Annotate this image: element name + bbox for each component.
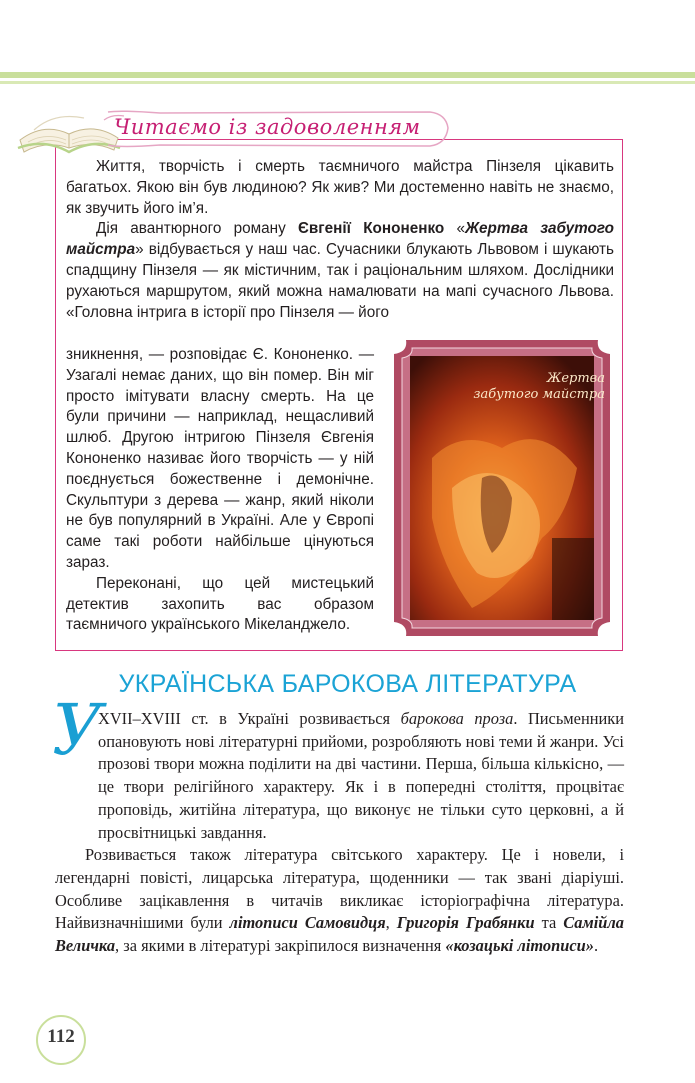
article-paragraph-1 <box>55 708 624 844</box>
text-fragment: » відбувається у наш час. Сучасники блукають Львовом і шукають спадщину Пінзеля — як містичним, так і раціональним шляхом. Дослідники рухаються маршрутом, який можна намалювати на мапі сучасного Львова. «Головна інтрига в історії про Пінзеля — його <box>66 241 614 321</box>
book-cover-title-line-1: Жертва <box>546 371 605 386</box>
text-fragment: . <box>513 709 518 728</box>
novel-title: Жертва забутого майстра <box>66 220 614 259</box>
main-article-text <box>55 708 624 958</box>
book-cover-title-line-2: забутого майстра <box>473 387 605 402</box>
reading-paragraph-2 <box>66 219 614 323</box>
text-fragment: , за якими в літературі закріпилося визначення <box>115 936 446 956</box>
reading-paragraph-3: Переконані, що цей мистецький детектив захопить вас образом таємничого українського Мікеланджело. <box>66 574 374 634</box>
text-fragment: Розвивається також література світського характеру. Це і новели, і легендарні повісті, лицарська література, щоденники — так звані діаріуші. Особливе зацікавлення в читачів викликає історіографічна література. Найвизначнішими були <box>55 845 624 933</box>
text-fragment: « <box>444 220 465 238</box>
cossack-chronicles-term: «козацькі літописи» <box>445 936 594 956</box>
reading-paragraph-2-continued: зникнення, — розповідає Є. Кононенко. — Узагалі немає даних, що він помер. Він міг просто імітувати власну смерть. На це були причини — наприклад, нещасливий шлюб. Другою інтригою Пінзеля Євгенія Кононенко називає його творчість — у ній поєднується божественне і демонічне. Скульптури з дерева — жанр, який ніколи не був популярний в Україні. Але у Європі саме такі роботи найбільше цінуються зараз. <box>66 346 374 571</box>
banner-title: Читаємо із задоволенням <box>114 115 421 139</box>
author-name: Євгенії Кононенко <box>298 220 445 238</box>
text-fragment: Дія авантюрного роману <box>96 220 298 238</box>
text-fragment: . <box>593 936 599 956</box>
chronicle-velychko: Самійла Величка <box>55 913 624 956</box>
text-fragment: XVII–XVIII ст. в Україні розвивається <box>98 709 401 728</box>
reading-paragraph-1: Життя, творчість і смерть таємничого майстра Пінзеля цікавить багатьох. Якою він був людиною? Як жив? Ми достеменно навіть не знаємо, як звучить його ім’я. <box>66 158 614 217</box>
text-fragment: та <box>534 913 564 933</box>
book-cover-title <box>470 371 605 403</box>
top-decor-stripe <box>0 72 695 78</box>
reading-box-text-top <box>66 157 614 323</box>
chronicle-hrabianka: Григорія Грабянки <box>396 913 535 933</box>
page-number: 112 <box>47 1026 75 1047</box>
text-fragment: , <box>385 913 397 933</box>
top-decor-stripe-thin <box>0 81 695 84</box>
section-title: УКРАЇНСЬКА БАРОКОВА ЛІТЕРАТУРА <box>118 670 577 698</box>
baroque-prose-term: барокова проза <box>400 709 514 728</box>
article-paragraph-2 <box>55 844 624 958</box>
text-fragment: Письменники опановують нові літературні прийоми, розробляють нові теми й жанри. Усі прозові твори можна поділити на дві частини. Перша, більша кількісно, — це твори релігійного характеру. Як і в попередні століття, процвітає проповідь, житійна література, що виконує не тільки суто церковні, а й просвітницькі завдання. <box>98 709 625 842</box>
reading-box-text-lower <box>66 345 374 636</box>
chronicle-samovydets: літописи Самовидця <box>229 913 386 933</box>
drop-cap: У <box>52 689 103 771</box>
